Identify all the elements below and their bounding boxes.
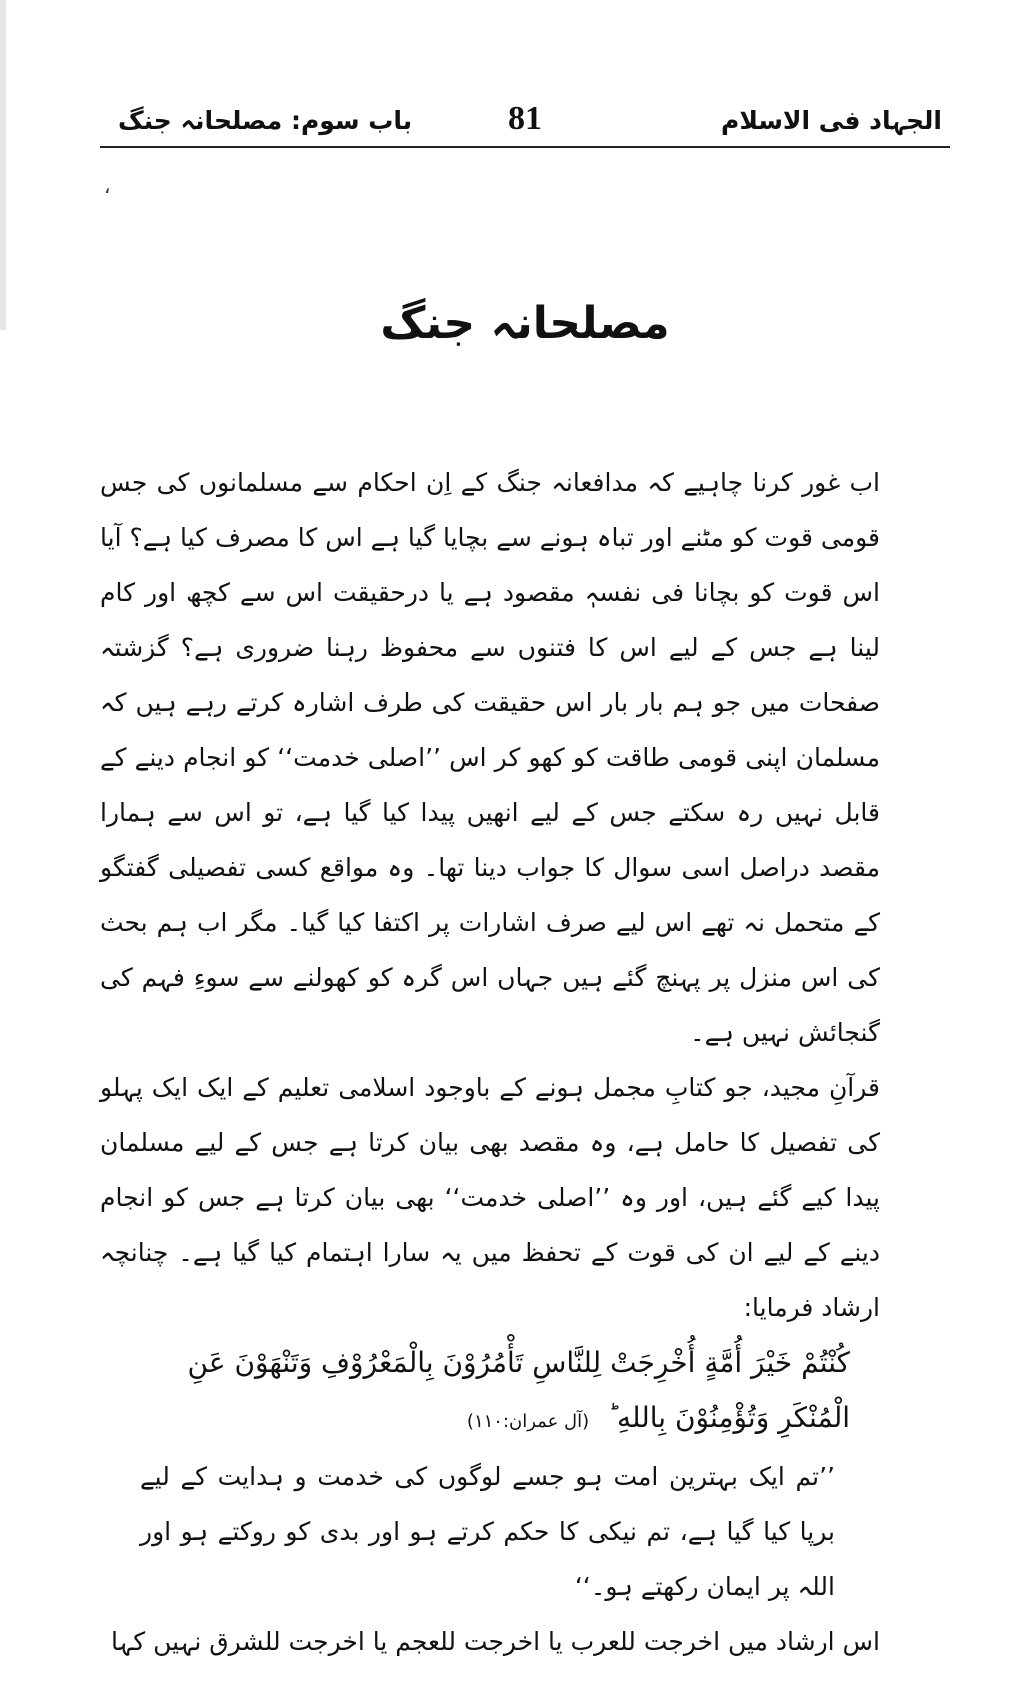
page-number: 81 <box>508 100 542 137</box>
paragraph: قرآنِ مجید، جو کتابِ مجمل ہونے کے باوجود اسلامی تعلیم کے ایک ایک پہلو کی تفصیل کا حامل ہے، وہ مقصد بھی بیان کرتا ہے جس کے لیے مسلمان پیدا کیے گئے ہیں، اور وہ ’’اصلی خدمت‘‘ بھی بیان کرتا ہے جس کو انجام دینے کے لیے ان کی قوت کے تحفظ میں یہ سارا اہتمام کیا گیا ہے۔ چنانچہ ارشاد فرمایا: <box>100 1073 880 1322</box>
closing-line: اس ارشاد میں اخرجت للعرب یا اخرجت للعجم یا اخرجت للشرق نہیں کہا <box>111 1627 880 1656</box>
quran-verse-text: الْمُنْكَرِ وَتُؤْمِنُوْنَ بِاللهِ ؕ <box>608 1401 850 1434</box>
margin-mark: ، <box>104 174 111 198</box>
verse-reference: (آل عمران:۱۱۰) <box>466 1411 590 1432</box>
quran-verse-line: كُنْتُمْ خَيْرَ أُمَّةٍ أُخْرِجَتْ لِلنَّاسِ تَأْمُرُوْنَ بِالْمَعْرُوْفِ وَتَنْهَوْنَ عَنِ <box>187 1346 850 1379</box>
header-chapter: باب سوم: مصلحانہ جنگ <box>118 106 413 135</box>
quran-verse-line-2 <box>100 1390 880 1449</box>
section-title: مصلحانہ جنگ <box>380 298 670 349</box>
verse-translation: ’’تم ایک بہترین امت ہو جسے لوگوں کی خدمت و ہدایت کے لیے برپا کیا گیا ہے، تم نیکی کا حکم کرتے ہو اور بدی کو روکتے ہو اور اللہ پر ایمان رکھتے ہو۔‘‘ <box>140 1462 835 1601</box>
running-header <box>100 100 950 148</box>
body-text <box>100 455 880 1669</box>
header-book-title: الجہاد فی الاسلام <box>721 106 942 135</box>
scan-edge-shadow <box>0 0 6 330</box>
paragraph: اب غور کرنا چاہیے کہ مدافعانہ جنگ کے اِن احکام سے مسلمانوں کی جس قومی قوت کو مٹنے اور تباہ ہونے سے بچایا گیا ہے اس کا مصرف کیا ہے؟ آیا اس قوت کو بچانا فی نفسہٖ مقصود ہے یا درحقیقت اس سے کچھ اور کام لینا ہے جس کے لیے اس کا فتنوں سے محفوظ رہنا ضروری ہے؟ گزشتہ صفحات میں جو ہم بار بار اس حقیقت کی طرف اشارہ کرتے رہے ہیں کہ مسلمان اپنی قومی طاقت کو کھو کر اس ’’اصلی خدمت‘‘ کو انجام دینے کے قابل نہیں رہ سکتے جس کے لیے انھیں پیدا کیا گیا ہے، تو اس سے ہمارا مقصد دراصل اسی سوال کا جواب دینا تھا۔ وہ مواقع کسی تفصیلی گفتگو کے متحمل نہ تھے اس لیے صرف اشارات پر اکتفا کیا گیا۔ مگر اب ہم بحث کی اس منزل پر پہنچ گئے ہیں جہاں اس گرہ کو کھولنے سے سوءِ فہم کی گنجائش نہیں ہے۔ <box>100 468 881 1047</box>
